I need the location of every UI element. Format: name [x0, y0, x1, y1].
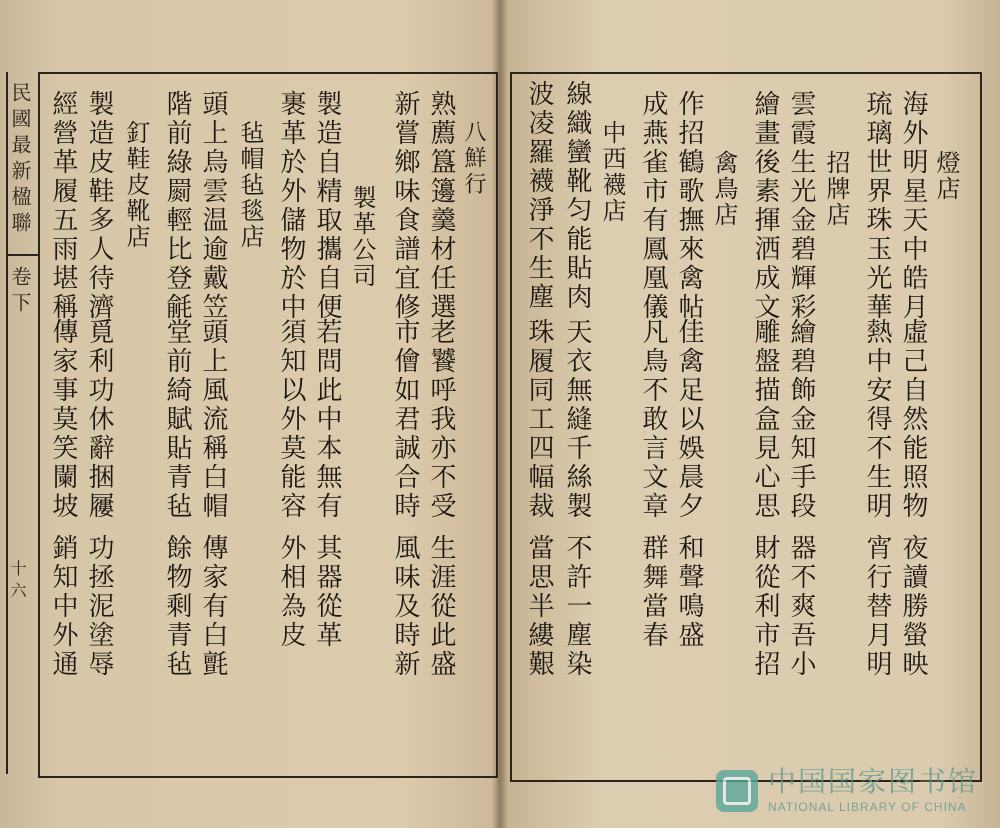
couplet-line: 製造自精取攜自便 — [312, 90, 342, 322]
couplet-line: 不許一塵染 — [562, 534, 592, 679]
couplet-line: 經營革履五雨堪稱 — [48, 90, 78, 322]
couplet-line: 夜讀勝螢映 — [898, 534, 928, 679]
couplet-line: 虛己自然能照物 — [898, 318, 928, 521]
library-watermark — [716, 765, 978, 814]
couplet-line: 熟薦簋籩羹材任選 — [426, 90, 456, 322]
couplet-line: 覓利功休辭捆屨 — [84, 318, 114, 521]
couplet-line: 階前綠罽輕比登毹 — [162, 90, 192, 322]
couplet-line: 餘物剩青毡 — [162, 534, 192, 679]
couplet-line: 製造皮鞋多人待濟 — [84, 90, 114, 322]
section-heading: 燈店 — [932, 150, 960, 202]
couplet-line: 波凌羅襪淨不生塵 — [524, 80, 554, 312]
couplet-line: 須知以外莫能容 — [276, 318, 306, 521]
couplet-line: 老饕呼我亦不受 — [426, 318, 456, 521]
couplet-line: 裹革於外儲物於中 — [276, 90, 306, 322]
couplet-line: 新嘗鄉味食譜宜修 — [390, 90, 420, 322]
left-page — [0, 0, 498, 828]
couplet-line: 傳家事莫笑闌坡 — [48, 318, 78, 521]
couplet-line: 生涯從此盛 — [426, 534, 456, 679]
couplet-line: 其器從革 — [312, 534, 342, 650]
edge-divider — [6, 254, 40, 256]
couplet-line: 繪碧飾金知手段 — [786, 318, 816, 521]
section-heading: 毡帽毡毯店 — [236, 120, 264, 250]
couplet-line: 頭上烏雲温逾戴笠 — [198, 90, 228, 322]
couplet-line: 熱中安得不生明 — [862, 318, 892, 521]
couplet-line: 市儈如君誠合時 — [390, 318, 420, 521]
section-heading: 八鮮行 — [461, 120, 486, 198]
couplet-line: 外相為皮 — [276, 534, 306, 650]
couplet-line: 當思半縷艱 — [524, 534, 554, 679]
couplet-line: 器不爽吾小 — [786, 534, 816, 679]
section-heading: 中西襪店 — [598, 120, 626, 224]
section-heading: 招牌店 — [822, 150, 850, 228]
couplet-line: 頭上風流稱白帽 — [198, 318, 228, 521]
page-number: 十六 — [8, 560, 27, 604]
couplet-line: 琉璃世界珠玉光華 — [862, 90, 892, 322]
book-title: 民國最新楹聯 — [8, 82, 32, 238]
watermark-name-cn: 中国国家图书馆 — [767, 765, 978, 798]
couplet-line: 繪畫後素揮洒成文 — [750, 90, 780, 322]
couplet-line: 雕盤描盒見心思 — [750, 318, 780, 521]
right-page — [502, 0, 1000, 828]
couplet-line: 宵行替月明 — [862, 534, 892, 679]
couplet-line: 雲霞生光金碧輝彩 — [786, 90, 816, 322]
couplet-line: 堂前綺賦貼青毡 — [162, 318, 192, 521]
couplet-line: 銷知中外通 — [48, 534, 78, 679]
section-heading: 製革公司 — [348, 185, 376, 289]
couplet-line: 作招鶴歌撫來禽帖 — [674, 90, 704, 322]
watermark-name-en: NATIONAL LIBRARY OF CHINA — [767, 800, 967, 814]
couplet-line: 若問此中本無有 — [312, 318, 342, 521]
couplet-line: 傳家有白氈 — [198, 534, 228, 679]
section-heading: 釘鞋皮靴店 — [122, 120, 150, 250]
couplet-line: 財從利市招 — [750, 534, 780, 679]
couplet-line: 風味及時新 — [390, 534, 420, 679]
library-logo-icon — [716, 770, 758, 812]
couplet-line: 海外明星天中皓月 — [898, 90, 928, 322]
couplet-line: 群舞當春 — [638, 534, 668, 650]
couplet-line: 天衣無縫千絲製 — [562, 318, 592, 521]
couplet-line: 線織蠻靴匀能貼肉 — [562, 80, 592, 312]
couplet-line: 凡鳥不敢言文章 — [638, 318, 668, 521]
volume-label: 卷下 — [8, 266, 32, 318]
couplet-line: 和聲鳴盛 — [674, 534, 704, 650]
couplet-line: 功拯泥塗辱 — [84, 534, 114, 679]
couplet-line: 成燕雀市有鳳凰儀 — [638, 90, 668, 322]
couplet-line: 佳禽足以娛晨夕 — [674, 318, 704, 521]
couplet-line: 珠履同工四幅裁 — [524, 318, 554, 521]
section-heading: 禽鳥店 — [710, 150, 738, 228]
